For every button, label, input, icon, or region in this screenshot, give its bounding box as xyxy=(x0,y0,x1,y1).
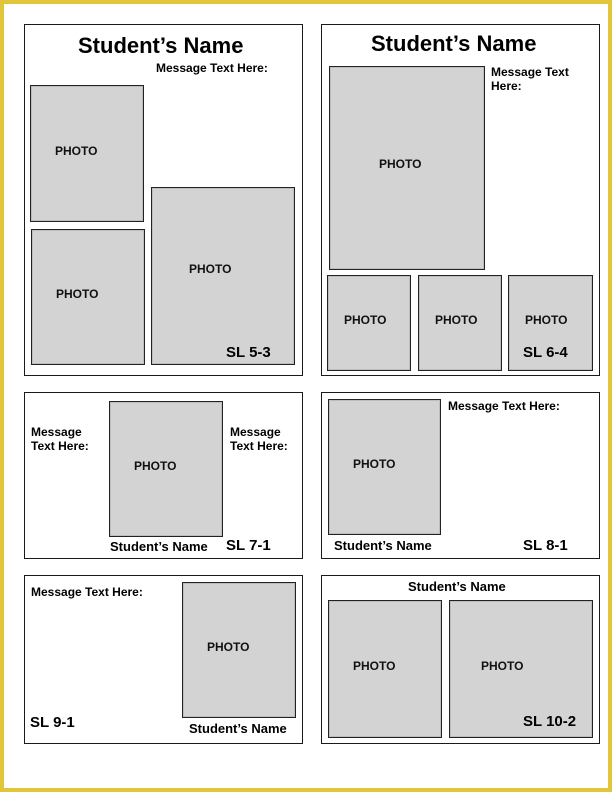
message-text: Message Text Here: xyxy=(156,61,268,75)
photo-label: PHOTO xyxy=(189,262,232,276)
photo-placeholder[interactable] xyxy=(30,85,144,222)
student-name-label: Student’s Name xyxy=(334,538,432,553)
message-line: Message Text xyxy=(491,65,569,79)
layout-code: SL 5-3 xyxy=(226,344,271,361)
message-line: Message xyxy=(230,425,281,439)
photo-label: PHOTO xyxy=(55,144,98,158)
layout-code: SL 10-2 xyxy=(523,713,577,730)
layout-code: SL 9-1 xyxy=(30,714,75,731)
layout-code: SL 7-1 xyxy=(226,537,271,554)
photo-label: PHOTO xyxy=(56,287,99,301)
message-text-left xyxy=(31,425,89,453)
photo-label: PHOTO xyxy=(353,659,396,673)
student-name-title: Student’s Name xyxy=(78,33,244,58)
photo-placeholder[interactable] xyxy=(182,582,296,718)
message-text xyxy=(491,65,569,93)
layout-code: SL 8-1 xyxy=(523,537,568,554)
photo-label: PHOTO xyxy=(207,640,250,654)
layout-panel-sl-5-3[interactable] xyxy=(24,24,303,376)
student-name-title: Student’s Name xyxy=(408,579,506,594)
photo-label: PHOTO xyxy=(379,157,422,171)
photo-placeholder[interactable] xyxy=(151,187,295,365)
photo-placeholder[interactable] xyxy=(418,275,502,371)
message-line: Text Here: xyxy=(230,439,288,453)
student-name-title: Student’s Name xyxy=(371,31,537,56)
photo-placeholder[interactable] xyxy=(109,401,223,537)
photo-label: PHOTO xyxy=(344,313,387,327)
photo-placeholder[interactable] xyxy=(328,399,441,535)
photo-label: PHOTO xyxy=(525,313,568,327)
layout-panel-sl-9-1[interactable] xyxy=(24,575,303,744)
photo-placeholder[interactable] xyxy=(328,600,442,738)
layout-panel-sl-7-1[interactable] xyxy=(24,392,303,559)
message-line: Here: xyxy=(491,79,522,93)
message-line: Text Here: xyxy=(31,439,89,453)
student-name-label: Student’s Name xyxy=(189,721,287,736)
photo-placeholder[interactable] xyxy=(31,229,145,365)
message-text-right xyxy=(230,425,288,453)
message-text: Message Text Here: xyxy=(448,399,560,413)
layout-panel-sl-10-2[interactable] xyxy=(321,575,600,744)
message-text: Message Text Here: xyxy=(31,585,143,599)
photo-label: PHOTO xyxy=(481,659,524,673)
photo-placeholder[interactable] xyxy=(327,275,411,371)
layout-code: SL 6-4 xyxy=(523,344,568,361)
photo-label: PHOTO xyxy=(435,313,478,327)
message-line: Message xyxy=(31,425,82,439)
student-name-label: Student’s Name xyxy=(110,539,208,554)
photo-label: PHOTO xyxy=(353,457,396,471)
layout-panel-sl-6-4[interactable] xyxy=(321,24,600,376)
photo-label: PHOTO xyxy=(134,459,177,473)
layout-panel-sl-8-1[interactable] xyxy=(321,392,600,559)
photo-placeholder[interactable] xyxy=(329,66,485,270)
